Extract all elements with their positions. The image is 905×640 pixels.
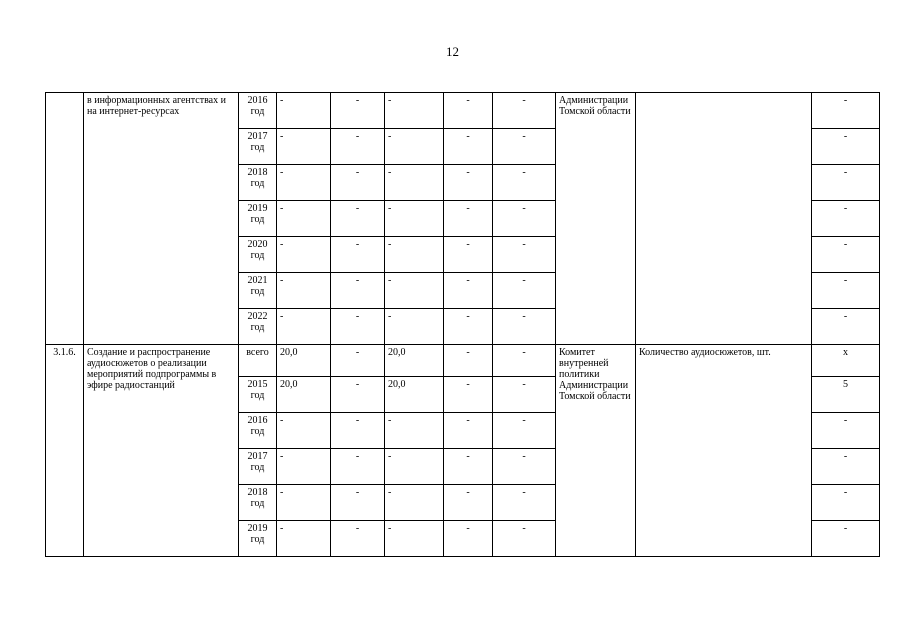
budget-table: [45, 92, 880, 557]
value-cell: -: [277, 413, 331, 449]
value-cell: -: [331, 129, 385, 165]
page-number: 12: [446, 44, 459, 59]
executor-cell: Комитет внутренней политики Администрации Томской области: [556, 345, 636, 557]
result-cell: -: [812, 485, 880, 521]
result-cell: х: [812, 345, 880, 377]
value-cell: -: [385, 93, 444, 129]
value-cell: -: [277, 521, 331, 557]
value-cell: -: [444, 377, 493, 413]
value-cell: -: [385, 201, 444, 237]
item-number: 3.1.6.: [46, 345, 84, 557]
value-cell: -: [331, 165, 385, 201]
value-cell: 20,0: [385, 345, 444, 377]
year-cell: 2016 год: [239, 93, 277, 129]
table-body: [46, 93, 880, 557]
value-cell: -: [331, 413, 385, 449]
indicator-cell: [636, 93, 812, 345]
value-cell: -: [385, 129, 444, 165]
result-cell: -: [812, 201, 880, 237]
value-cell: -: [331, 273, 385, 309]
value-cell: -: [444, 165, 493, 201]
year-cell: 2017 год: [239, 129, 277, 165]
item-name: Создание и распространение аудиосюжетов о реализации мероприятий подпрограммы в эфире радиостанций: [84, 345, 239, 557]
value-cell: -: [444, 273, 493, 309]
value-cell: -: [331, 521, 385, 557]
year-cell: 2021 год: [239, 273, 277, 309]
item-number: [46, 93, 84, 345]
result-cell: -: [812, 273, 880, 309]
value-cell: -: [444, 201, 493, 237]
value-cell: -: [331, 449, 385, 485]
value-cell: 20,0: [277, 345, 331, 377]
result-cell: -: [812, 449, 880, 485]
value-cell: -: [331, 309, 385, 345]
value-cell: -: [493, 345, 556, 377]
year-cell: 2015 год: [239, 377, 277, 413]
result-cell: -: [812, 129, 880, 165]
value-cell: -: [277, 93, 331, 129]
value-cell: 20,0: [277, 377, 331, 413]
year-cell: всего: [239, 345, 277, 377]
value-cell: -: [493, 521, 556, 557]
year-cell: 2022 год: [239, 309, 277, 345]
value-cell: -: [493, 237, 556, 273]
value-cell: -: [385, 237, 444, 273]
value-cell: -: [493, 413, 556, 449]
value-cell: -: [444, 449, 493, 485]
value-cell: -: [277, 237, 331, 273]
value-cell: -: [277, 129, 331, 165]
value-cell: -: [444, 93, 493, 129]
value-cell: -: [331, 201, 385, 237]
value-cell: -: [493, 165, 556, 201]
value-cell: -: [331, 485, 385, 521]
value-cell: -: [331, 377, 385, 413]
value-cell: -: [331, 345, 385, 377]
year-cell: 2017 год: [239, 449, 277, 485]
value-cell: -: [277, 449, 331, 485]
value-cell: -: [444, 129, 493, 165]
value-cell: -: [331, 93, 385, 129]
result-cell: -: [812, 309, 880, 345]
value-cell: -: [444, 309, 493, 345]
table-row: [46, 93, 880, 129]
value-cell: -: [277, 309, 331, 345]
value-cell: -: [277, 165, 331, 201]
value-cell: -: [385, 273, 444, 309]
value-cell: 20,0: [385, 377, 444, 413]
value-cell: -: [277, 485, 331, 521]
value-cell: -: [385, 521, 444, 557]
result-cell: -: [812, 93, 880, 129]
value-cell: -: [331, 237, 385, 273]
result-cell: 5: [812, 377, 880, 413]
value-cell: -: [385, 485, 444, 521]
indicator-cell: Количество аудиосюжетов, шт.: [636, 345, 812, 557]
value-cell: -: [493, 201, 556, 237]
executor-cell: Администрации Томской области: [556, 93, 636, 345]
item-name: в информационных агентствах и на интернет-ресурсах: [84, 93, 239, 345]
result-cell: -: [812, 413, 880, 449]
value-cell: -: [385, 165, 444, 201]
value-cell: -: [493, 377, 556, 413]
result-cell: -: [812, 237, 880, 273]
value-cell: -: [277, 201, 331, 237]
value-cell: -: [444, 345, 493, 377]
value-cell: -: [493, 449, 556, 485]
value-cell: -: [444, 521, 493, 557]
year-cell: 2016 год: [239, 413, 277, 449]
value-cell: -: [493, 273, 556, 309]
value-cell: -: [493, 309, 556, 345]
result-cell: -: [812, 521, 880, 557]
year-cell: 2018 год: [239, 165, 277, 201]
value-cell: -: [493, 93, 556, 129]
value-cell: -: [385, 309, 444, 345]
result-cell: -: [812, 165, 880, 201]
value-cell: -: [444, 413, 493, 449]
year-cell: 2020 год: [239, 237, 277, 273]
value-cell: -: [493, 485, 556, 521]
value-cell: -: [444, 485, 493, 521]
value-cell: -: [444, 237, 493, 273]
value-cell: -: [277, 273, 331, 309]
value-cell: -: [493, 129, 556, 165]
value-cell: -: [385, 413, 444, 449]
value-cell: -: [385, 449, 444, 485]
table-row: [46, 345, 880, 377]
year-cell: 2018 год: [239, 485, 277, 521]
year-cell: 2019 год: [239, 521, 277, 557]
year-cell: 2019 год: [239, 201, 277, 237]
